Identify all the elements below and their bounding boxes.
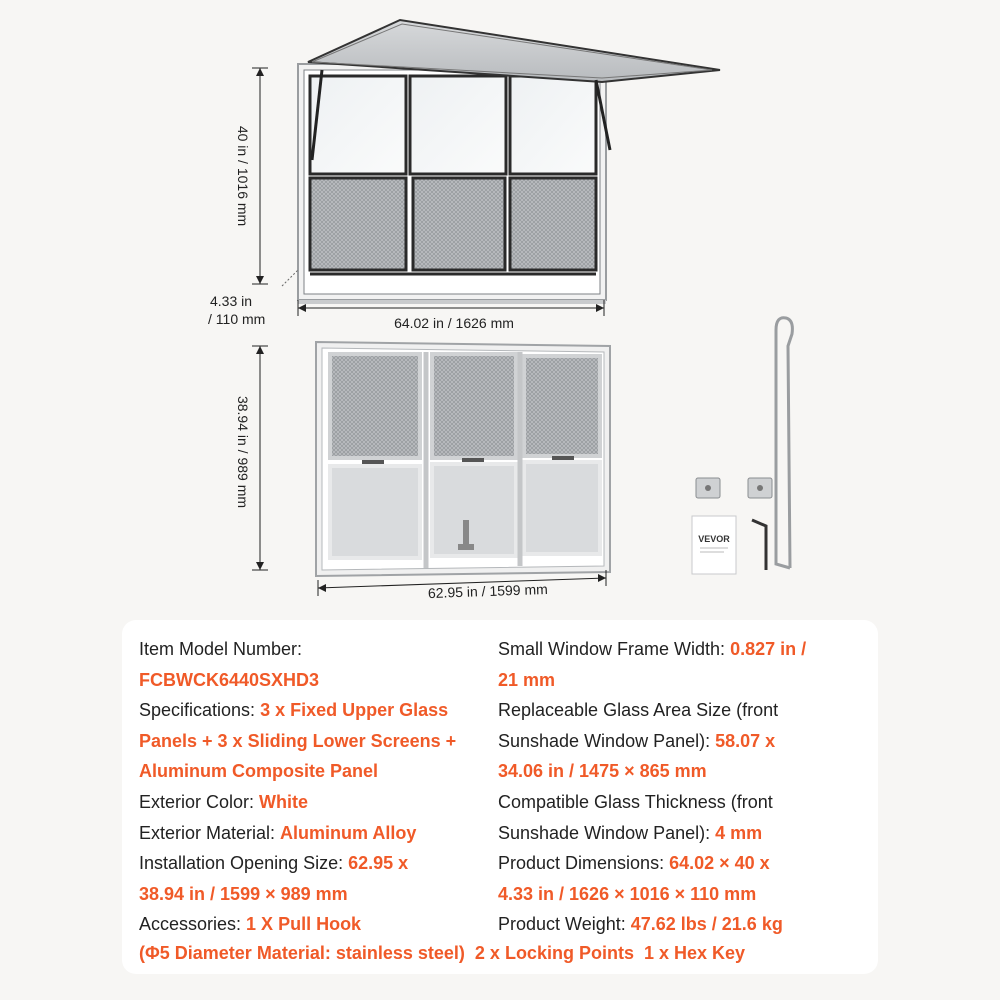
glass-area-value-1: 58.07 x — [715, 730, 776, 751]
hex-key-illustration — [752, 520, 766, 570]
locking-point-left — [696, 478, 720, 498]
pull-hook-illustration — [776, 318, 792, 568]
specifications-card — [122, 620, 878, 974]
material-value: Aluminum Alloy — [280, 822, 417, 843]
manual-card — [692, 516, 736, 574]
awning-window-illustration — [282, 20, 720, 304]
bottom-height-dimension — [235, 346, 268, 570]
model-label: Item Model Number: — [139, 639, 303, 659]
opening-label: Installation Opening Size: — [139, 853, 349, 874]
frame-label: Small Window Frame Width: — [498, 639, 731, 659]
spec-value-1: 3 x Fixed Upper Glass — [260, 700, 449, 721]
top-depth-dimension — [208, 293, 265, 327]
material-label: Exterior Material: — [139, 822, 281, 843]
spec-value-3: Aluminum Composite Panel — [139, 761, 379, 782]
accessories-value-2a: (Φ5 Diameter Material: stainless steel) — [139, 943, 465, 963]
accessories-detail-line — [139, 938, 745, 969]
frame-value-1: 0.827 in / — [730, 639, 807, 659]
thickness-label-2: Sunshade Window Panel): — [498, 822, 716, 843]
locking-point-right — [748, 478, 772, 498]
glass-area-label-2: Sunshade Window Panel): — [498, 730, 716, 751]
accessories-value-2b: 2 x Locking Points — [474, 943, 634, 963]
top-height-label: 40 in / 1016 mm — [235, 125, 251, 227]
top-height-dimension — [235, 68, 268, 284]
thickness-value: 4 mm — [715, 822, 763, 843]
accessories-value-1: 1 X Pull Hook — [246, 914, 362, 935]
lower-screen-panels — [310, 178, 596, 270]
accessories-label: Accessories: — [139, 914, 247, 935]
top-width-label: 64.02 in / 1626 mm — [394, 315, 514, 331]
opening-value-2: 38.94 in / 1599 × 989 mm — [139, 883, 348, 904]
spec-column-right — [498, 634, 858, 940]
spec-column-left — [139, 634, 499, 940]
spec-label: Specifications: — [139, 700, 261, 721]
opening-value-1: 62.95 x — [348, 853, 409, 874]
top-depth-label-1: 4.33 in — [210, 293, 253, 309]
upper-glass-panels — [310, 76, 596, 174]
color-label: Exterior Color: — [139, 791, 260, 812]
spec-value-2: Panels + 3 x Sliding Lower Screens + — [139, 730, 457, 751]
product-dim-value-1: 64.02 × 40 x — [669, 853, 770, 874]
glass-area-value-2: 34.06 in / 1475 × 865 mm — [498, 761, 707, 782]
manual-brand: VEVOR — [698, 534, 730, 544]
top-width-dimension — [298, 300, 604, 331]
model-value: FCBWCK6440SXHD3 — [139, 669, 320, 690]
frame-value-2: 21 mm — [498, 669, 556, 690]
color-value: White — [259, 791, 309, 812]
product-dim-value-2: 4.33 in / 1626 × 1016 × 110 mm — [498, 883, 757, 904]
accessories-value-2c: 1 x Hex Key — [643, 943, 746, 963]
bottom-width-label: 62.95 in / 1599 mm — [427, 580, 548, 602]
product-dim-label: Product Dimensions: — [498, 853, 670, 874]
bottom-height-label: 38.94 in / 989 mm — [235, 395, 251, 509]
weight-label: Product Weight: — [498, 914, 631, 935]
top-depth-label-2: / 110 mm — [208, 311, 266, 327]
glass-area-label-1: Replaceable Glass Area Size (front — [498, 700, 779, 721]
sliding-window-illustration — [316, 342, 610, 576]
thickness-label-1: Compatible Glass Thickness (front — [498, 791, 773, 812]
weight-value: 47.62 lbs / 21.6 kg — [630, 914, 783, 935]
